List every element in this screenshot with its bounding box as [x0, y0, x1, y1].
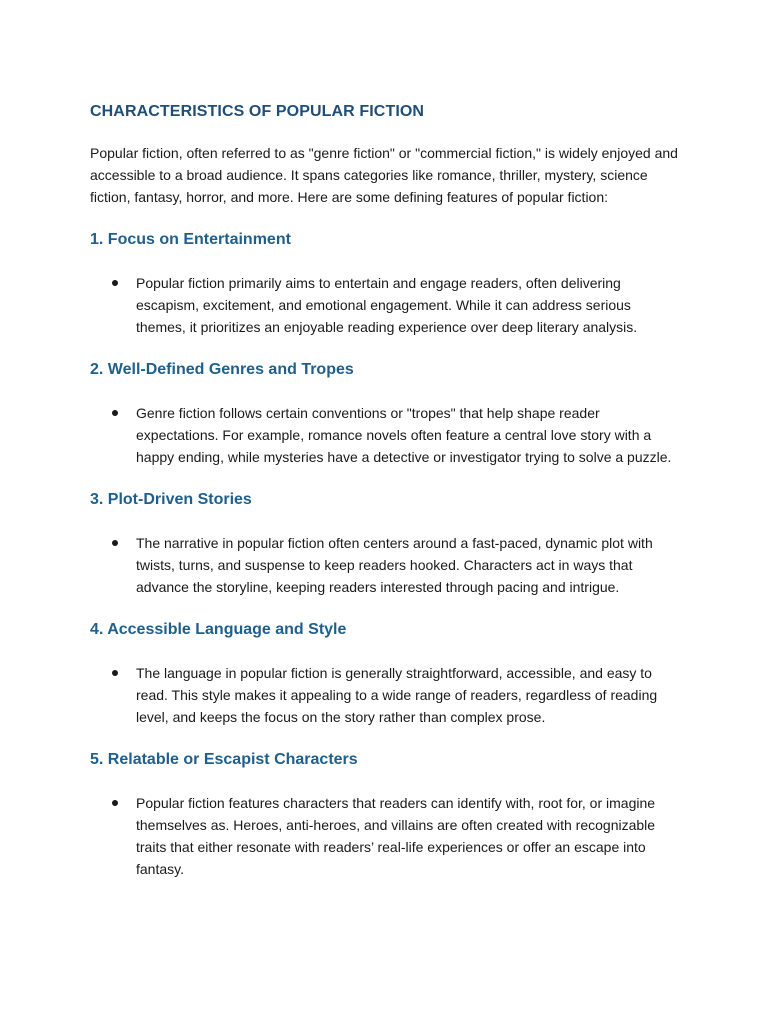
bullet-text: Popular fiction primarily aims to entertain and engage readers, often delivering escapism, excitement, and emotional engagement. While it can address serious themes, it prioritizes an enjoyable reading experience over deep literary analysis. [136, 275, 638, 335]
section-genres-tropes [90, 358, 680, 468]
section-plot-driven [90, 488, 680, 598]
bullet-text: Genre fiction follows certain conventions or "tropes" that help shape reader expectations. For example, romance novels often feature a central love story with a happy ending, while mysteries have a detective or investigator trying to solve a puzzle. [136, 405, 672, 465]
list-item [90, 272, 680, 338]
section-heading: 2. Well-Defined Genres and Tropes [90, 361, 354, 378]
list-item [90, 662, 680, 728]
section-characters [90, 748, 680, 880]
section-heading: 4. Accessible Language and Style [90, 621, 347, 638]
bullet-list [90, 792, 680, 880]
bullet-text: Popular fiction features characters that readers can identify with, root for, or imagine themselves as. Heroes, anti-heroes, and villains are often created with recognizable traits that either resonate with readers’ real-life experiences or offer an escape into fantasy. [136, 795, 656, 877]
section-heading: 3. Plot-Driven Stories [90, 491, 252, 508]
bullet-icon [112, 280, 118, 286]
list-item [90, 402, 680, 468]
intro-paragraph: Popular fiction, often referred to as "genre fiction" or "commercial fiction," is widely enjoyed and accessible to a broad audience. It spans categories like romance, thriller, mystery, science fiction, fantasy, horror, and more. Here are some defining features of popular fiction: [90, 145, 678, 205]
bullet-icon [112, 540, 118, 546]
list-item [90, 792, 680, 880]
bullet-icon [112, 670, 118, 676]
section-accessible-language [90, 618, 680, 728]
bullet-text: The narrative in popular fiction often centers around a fast-paced, dynamic plot with twists, turns, and suspense to keep readers hooked. Characters act in ways that advance the storyline, keeping readers interested through pacing and intrigue. [136, 535, 653, 595]
section-heading: 5. Relatable or Escapist Characters [90, 751, 358, 768]
document-title: CHARACTERISTICS OF POPULAR FICTION [90, 103, 425, 120]
list-item [90, 532, 680, 598]
section-heading: 1. Focus on Entertainment [90, 231, 291, 248]
document-page [90, 100, 680, 880]
bullet-list [90, 402, 680, 468]
bullet-list [90, 662, 680, 728]
bullet-icon [112, 800, 118, 806]
bullet-text: The language in popular fiction is generally straightforward, accessible, and easy to read. This style makes it appealing to a wide range of readers, regardless of reading level, and keeps the focus on the story rather than complex prose. [136, 665, 658, 725]
bullet-icon [112, 410, 118, 416]
section-entertainment [90, 228, 680, 338]
bullet-list [90, 272, 680, 338]
bullet-list [90, 532, 680, 598]
